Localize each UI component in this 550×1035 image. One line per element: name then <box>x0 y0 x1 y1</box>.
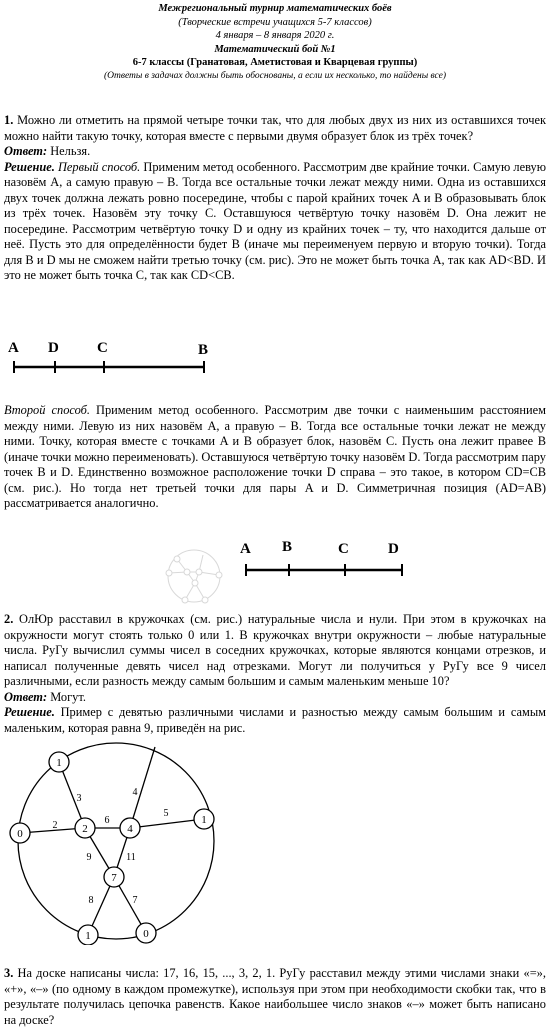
edge-label: 9 <box>86 852 92 863</box>
node-inner-bottom: 7 <box>111 872 117 884</box>
solution-text: Пример с девятью различными числами и разностью между самым большим и самым маленьким, которая равна 9, приведён на рис. <box>4 705 546 735</box>
figure-3-number-graph <box>0 735 240 945</box>
problem-2-number: 2. <box>4 612 14 626</box>
way2-text: Применим метод особенного. Рассмотрим две точки с наименьшим расстоянием между ними. Левую из них назовём A, а правую – B. Тогда все остальные точки лежат не между ними. Точку, которая вместе с точками A и B образует блок, назовём C. Пусть она лежит правее B (иначе точки можно переименовать). Оставшуюся четвёртую точку назовём D. Тогда рассмотрим пару точек B и D. Единственно возможное расположение точки D справа – это такое, в котором CD=CB (см. рис.). Но тогда нет третьей точки для пары A и D. Симметричная позиция (AD=AB) рассматривается аналогично. <box>4 403 546 510</box>
way1-text: Применим метод особенного. Рассмотрим две крайние точки. Самую левую назовём A, а самую правую – B. Тогда все остальные точки лежат между ними. Одна из оставшихся двух точек должна лежать ровно посередине, чтобы с парой крайних точек A и B образовывать блок из трёх точек. Назовём эту точку C. Оставшуюся четвёртую точку назовём D. Она лежит не посередине. Рассмотрим четвёртую точку D и одну из крайних точек – ту, что находится дальше от неё. Пусть это для определённости будет B (иначе мы переименуем первую и вторую точки). Тогда для B и D мы не сможем найти третью точку (см. рис). Это не может быть точка A, так как AD<BD. И это не может быть точка C, так как CD<CB. <box>4 159 546 282</box>
problem-1-question <box>4 113 546 144</box>
edge-label: 2 <box>52 820 58 831</box>
problem-2-text: ОлЮр расставил в кружочках (см. рис.) натуральные числа и нули. При этом в кружочках на окружности могут стоять только 0 или 1. В кружочках внутри окружности – любые натуральные числа. РуГу вычислил суммы чисел в соседних кружочках, которые являются концами отрезков, и написал полученные девять чисел над отрезками. Могут ли получиться у РуГу все 9 чисел различными, если разность между самым большим и самым маленьким меньше 10? <box>4 612 546 688</box>
fig2-label-a: A <box>240 541 251 557</box>
problem-1 <box>4 113 546 284</box>
problem-1-way2 <box>4 403 546 512</box>
problem-2-answer <box>4 690 546 706</box>
node-inner-left: 2 <box>82 823 88 835</box>
edge-label: 5 <box>163 808 169 819</box>
node-left: 0 <box>17 828 23 840</box>
tournament-subtitle: (Творческие встречи учащихся 5-7 классов) <box>178 16 372 28</box>
way2-label: Второй способ. <box>4 403 90 417</box>
node-top-left: 1 <box>56 757 62 769</box>
solution-label: Решение. <box>4 159 55 174</box>
fig1-label-d: D <box>48 340 59 356</box>
problem-1-answer <box>4 144 546 160</box>
fig1-label-c: C <box>97 340 108 356</box>
edge-label: 11 <box>126 852 136 863</box>
edge-label: 6 <box>104 815 110 826</box>
problem-3-text: На доске написаны числа: 17, 16, 15, ..., 3, 2, 1. РуГу расставил между этими числами знаки «=», «+», «–» (по одному в каждом промежутке), используя при этом при необходимости скобки так, что в результате получилась цепочка равенств. Какое наибольшее число знаков «–» может быть написано на доске? <box>4 966 546 1027</box>
document-header <box>0 2 550 83</box>
fig2-label-d: D <box>388 541 399 557</box>
fig1-label-b: B <box>198 342 209 358</box>
fig2-label-c: C <box>338 541 349 557</box>
problem-1-text: Можно ли отметить на прямой четыре точки так, что для любых двух из них из оставшихся точек можно найти такую точку, которая вместе с первыми двумя образует блок из трёх точек? <box>4 113 546 143</box>
tournament-dates: 4 января – 8 января 2020 г. <box>215 30 335 41</box>
solution-label: Решение. <box>4 705 55 719</box>
problem-3-number: 3. <box>4 966 14 980</box>
edge-label: 8 <box>88 895 94 906</box>
figure-2-number-line <box>232 535 412 583</box>
edge-label: 7 <box>132 895 138 906</box>
grade-groups: 6-7 классы (Гранатовая, Аметистовая и Кварцевая группы) <box>132 57 418 68</box>
node-bottom-right: 0 <box>143 928 149 940</box>
answer-label: Ответ: <box>4 144 48 158</box>
problem-2-question <box>4 612 546 690</box>
problem-2 <box>4 612 546 736</box>
node-bottom-left: 1 <box>85 930 91 942</box>
instructions-note: (Ответы в задачах должны быть обоснованы, а если их несколько, то найдены все) <box>103 70 447 81</box>
edge-label: 3 <box>76 793 82 804</box>
fig2-label-b: B <box>282 539 293 555</box>
problem-1-number: 1. <box>4 113 14 127</box>
answer-value: Могут. <box>50 689 86 704</box>
way1-label: Первый способ. <box>57 159 141 174</box>
problem-2-solution <box>4 705 546 736</box>
edge-label: 4 <box>132 787 138 798</box>
tournament-title: Межрегиональный турнир математических боёв <box>158 3 392 14</box>
node-inner-right: 4 <box>127 823 133 835</box>
fig1-label-a: A <box>8 340 19 356</box>
faded-graph-thumbnail <box>163 545 225 607</box>
answer-value: Нельзя. <box>50 144 91 158</box>
problem-3 <box>4 966 546 1028</box>
answer-label: Ответ: <box>4 689 48 704</box>
node-right: 1 <box>201 814 207 826</box>
battle-title: Математический бой №1 <box>214 43 336 55</box>
problem-1-solution-way1 <box>4 160 546 284</box>
figure-1-number-line <box>0 330 230 380</box>
